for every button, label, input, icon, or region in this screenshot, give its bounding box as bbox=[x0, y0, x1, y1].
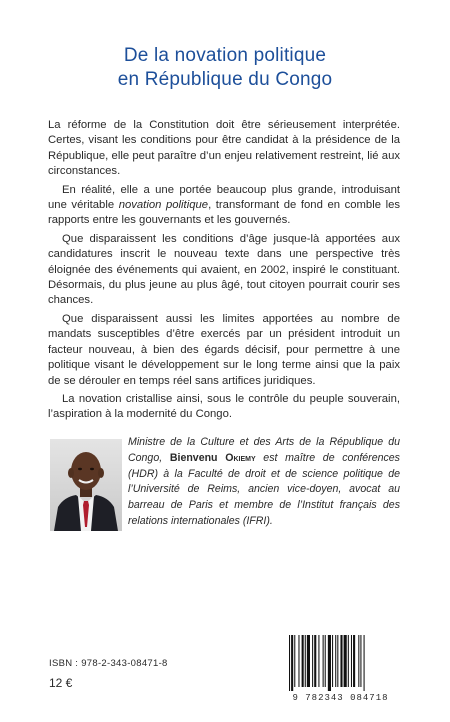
barcode-bar bbox=[305, 635, 306, 687]
barcode-bar bbox=[364, 635, 365, 691]
barcode-bar bbox=[348, 635, 349, 687]
author-first-name: Bienvenu bbox=[169, 451, 226, 464]
barcode-bar bbox=[325, 635, 326, 687]
author-portrait bbox=[50, 439, 122, 531]
paragraph-5: La novation cristallise ainsi, sous le contrôle du peuple souverain, l’aspiration à la modernité du Congo. bbox=[48, 392, 400, 421]
barcode-bar bbox=[337, 635, 338, 687]
barcode-bar bbox=[291, 635, 293, 691]
author-bio bbox=[128, 435, 400, 530]
barcode-bars bbox=[283, 633, 398, 691]
title-line-1: De la novation politique bbox=[123, 45, 327, 66]
author-portrait-image bbox=[50, 439, 122, 531]
barcode-bar bbox=[314, 635, 316, 687]
barcode-bar bbox=[353, 635, 355, 687]
barcode-bar bbox=[307, 635, 310, 687]
barcode-bar bbox=[289, 635, 290, 691]
barcode-bar bbox=[323, 635, 324, 687]
paragraph-2-end: , transformant de fond en comble les rapports entre les gouvernants et les gouvernés. bbox=[48, 199, 401, 227]
barcode-bar bbox=[312, 635, 313, 687]
paragraph-2 bbox=[48, 183, 400, 229]
author-bio-end: est maître de conférences (HDR) à la Faculté de droit et de science politique de l’Université de Reims, ancien vice-doyen, avocat au barreau de Paris et membre de l’Institut français des relations internationales (IFRI). bbox=[128, 451, 400, 527]
isbn: ISBN : 978-2-343-08471-8 bbox=[49, 658, 168, 669]
barcode-bar bbox=[302, 635, 304, 687]
paragraph-1: La réforme de la Constitution doit être sérieusement interprétée. Certes, visant les conditions pour être candidat à la présidence de la République, elle peut paraître d’un enjeu relativement restreint, lié aux circonstances. bbox=[48, 119, 400, 178]
price: 12 € bbox=[49, 676, 73, 690]
barcode-bar bbox=[318, 635, 319, 687]
author-bio-start: Ministre de la Culture et des Arts de la République du Congo, bbox=[128, 436, 400, 464]
barcode-bar bbox=[328, 635, 331, 691]
barcode-bar bbox=[294, 635, 295, 687]
author-last-name: Okiemy bbox=[225, 451, 256, 464]
paragraph-3: Que disparaissent les conditions d’âge jusque-là apportées aux candidatures inscrit le nouveau texte dans une perspective très éloignée des événements qui avaient, en 2002, inspiré le constituant. Désormais, du plus jeune au plus âgé, tout citoyen pourrait courir ses chances. bbox=[48, 232, 400, 307]
book-title bbox=[0, 44, 450, 92]
barcode-bar bbox=[344, 635, 347, 687]
paragraph-2-start: En réalité, elle a une portée beaucoup plus grande, introduisant une véritable bbox=[48, 183, 400, 212]
paragraph-4: Que disparaissent aussi les limites apportées au nombre de mandats susceptibles d’être exercés par un président introduit un facteur nouveau, à bien des égards décisif, pour permettre à une politique visant le développement sur le long terme ainsi que la paix de se dérouler en temps réel sans artifices juridiques. bbox=[48, 312, 400, 387]
paragraph-2-emphasis: novation politique bbox=[118, 199, 209, 212]
barcode-number: 9 782343 084718 bbox=[292, 693, 389, 703]
barcode-bar bbox=[340, 635, 342, 687]
back-cover-text bbox=[48, 118, 400, 423]
barcode-bar bbox=[358, 635, 359, 687]
title-line-2: en République du Congo bbox=[117, 69, 333, 90]
barcode-bar bbox=[360, 635, 361, 687]
barcode-bar bbox=[298, 635, 299, 687]
barcode-bar bbox=[335, 635, 336, 687]
barcode-bar bbox=[351, 635, 352, 687]
barcode-bar bbox=[332, 635, 333, 687]
